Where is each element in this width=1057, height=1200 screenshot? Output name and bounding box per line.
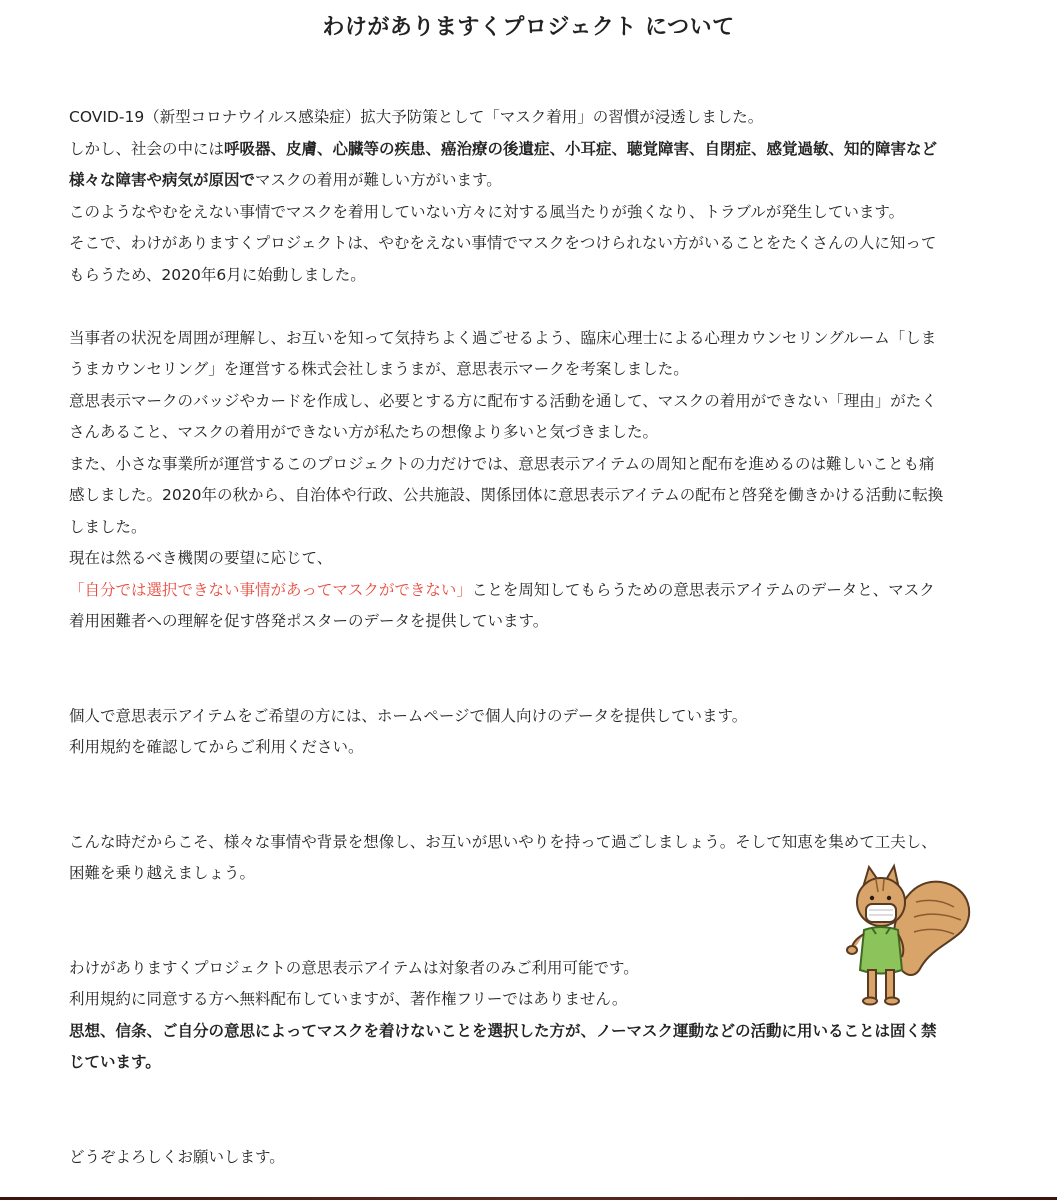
paragraph-line: 感しました。2020年の秋から、自治体や行政、公共施設、関係団体に意思表示アイテムの配布と啓発を働きかける活動に転換 bbox=[69, 486, 944, 504]
paragraph-line: また、小さな事業所が運営するこのプロジェクトの力だけでは、意思表示アイテムの周知と配布を進めるのは難しいことも痛 bbox=[69, 454, 935, 473]
paragraph-line: 個人で意思表示アイテムをご希望の方には、ホームページで個人向けのデータを提供しています。 bbox=[69, 706, 748, 725]
highlighted-red-text: 「自分では選択できない事情があってマスクができない」 bbox=[69, 580, 472, 599]
paragraph-line: 着用困難者への理解を促す啓発ポスターのデータを提供しています。 bbox=[69, 612, 549, 630]
paragraph-line: しました。 bbox=[69, 517, 147, 536]
paragraph-line: そこで、わけがありますくプロジェクトは、やむをえない事情でマスクをつけられない方がいることをたくさんの人に知って bbox=[69, 234, 937, 252]
paragraph-line: こんな時だからこそ、様々な事情や背景を想像し、お互いが思いやりを持って過ごしましょう。そして知恵を集めて工夫し、 bbox=[69, 832, 937, 851]
paragraph-line: 利用規約を確認してからご利用ください。 bbox=[69, 738, 364, 756]
bold-warning-line: 思想、信条、ご自分の意思によってマスクを着けないことを選択した方が、ノーマスク運動などの活動に用いることは固く禁 bbox=[69, 1021, 937, 1040]
paragraph-line: うまカウンセリング」を運営する株式会社しまうまが、意思表示マークを考案しました。 bbox=[69, 360, 689, 378]
bold-conditions-text: 呼吸器、皮膚、心臓等の疾患、癌治療の後遺症、小耳症、聴覚障害、自閉症、感覚過敏、知的障害など bbox=[224, 139, 938, 158]
bold-warning-line: じています。 bbox=[69, 1053, 161, 1071]
paragraph-line: COVID-19（新型コロナウイルス感染症）拡大予防策として「マスク着用」の習慣が浸透しました。 bbox=[69, 108, 764, 126]
text-span: しかし、社会の中には bbox=[69, 139, 225, 158]
paragraph-line: もらうため、2020年6月に始動しました。 bbox=[69, 265, 366, 284]
paragraph-line: 現在は然るべき機関の要望に応じて、 bbox=[69, 549, 333, 567]
paragraph-line bbox=[69, 134, 989, 166]
paragraph-line: 意思表示マークのバッジやカードを作成し、必要とする方に配布する活動を通して、マスクの着用ができない「理由」がたく bbox=[69, 391, 937, 410]
squirrel-with-mask-icon bbox=[836, 862, 976, 1012]
paragraph-line: このようなやむをえない事情でマスクを着用していない方々に対する風当たりが強くなり、トラブルが発生しています。 bbox=[69, 202, 905, 221]
bold-cause-text: 様々な障害や病気が原因で bbox=[69, 171, 256, 189]
text-span: マスクの着用が難しい方がいます。 bbox=[255, 171, 502, 189]
closing-line: どうぞよろしくお願いします。 bbox=[69, 1147, 285, 1166]
paragraph-line: さんあること、マスクの着用ができない方が私たちの想像より多いと気づきました。 bbox=[69, 423, 659, 441]
page-title: わけがありますくプロジェクト について bbox=[322, 15, 735, 40]
text-span: ことを周知してもらうための意思表示アイテムのデータと、マスク bbox=[471, 580, 935, 599]
paragraph-line: 利用規約に同意する方へ無料配布していますが、著作権フリーではありません。 bbox=[69, 990, 628, 1008]
paragraph-line bbox=[69, 165, 989, 197]
paragraph-line bbox=[69, 575, 989, 607]
article-body bbox=[69, 102, 989, 1173]
paragraph-line: 困難を乗り越えましょう。 bbox=[69, 864, 256, 882]
paragraph-line: わけがありますくプロジェクトの意思表示アイテムは対象者のみご利用可能です。 bbox=[69, 958, 639, 977]
paragraph-line: 当事者の状況を周囲が理解し、お互いを知って気持ちよく過ごせるよう、臨床心理士による心理カウンセリングルーム「しま bbox=[69, 328, 937, 347]
